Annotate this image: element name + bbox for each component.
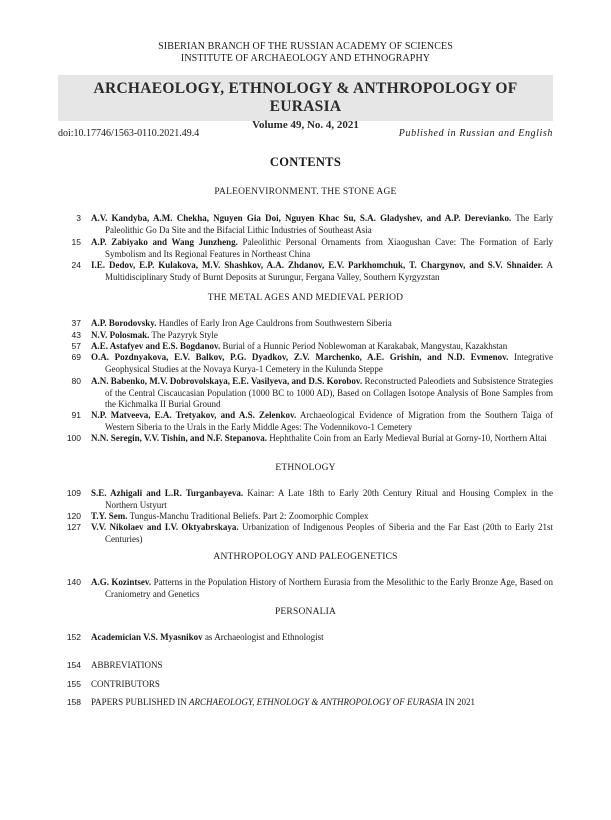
entry-title: Kainar: A Late 18th to Early 20th Century Ritual and Housing Complex in the Northern Ustyurt (105, 488, 553, 510)
toc-entry[interactable] (58, 577, 553, 600)
toc-entry[interactable] (58, 352, 553, 375)
entry-authors: A.G. Kozintsev. (91, 577, 152, 587)
toc-entry[interactable] (58, 213, 553, 236)
entry-title: Reconstructed Paleodiets and Subsistence Strategies of the Central Ciscaucasian Population (1000 BC to 1000 AD), Based on Collagen Isotope Analysis of Bone Samples from the Kichmalka II Burial Ground (105, 376, 553, 409)
toc-entry[interactable] (58, 433, 553, 445)
section-heading: ETHNOLOGY (275, 463, 336, 473)
journal-name-italic: ARCHAEOLOGY, ETHNOLOGY & ANTHROPOLOGY OF EURASIA (188, 697, 443, 707)
entry-authors: A.V. Kandyba, A.M. Chekha, Nguyen Gia Doi, Nguyen Khac Su, S.A. Gladyshev, and A.P. Derevianko. (91, 213, 512, 223)
toc-entry[interactable] (58, 237, 553, 260)
page-number: 127 (66, 522, 81, 532)
entry-authors: T.Y. Sem. (91, 511, 128, 521)
toc-entry[interactable] (58, 522, 553, 545)
toc-entry[interactable] (58, 260, 553, 283)
entry-title: The Early Paleolithic Go Da Site and the Bifacial Lithic Industries of Southeast Asia (105, 213, 553, 235)
entry-authors: Academician V.S. Myasnikov (91, 632, 203, 642)
entry-title: Paleolithic Personal Ornaments from Xiaogushan Cave: The Formation of Early Symbolism and Its Regional Features in Northeast China (105, 237, 553, 259)
page-number: 100 (66, 433, 81, 443)
page-number: 152 (66, 632, 81, 642)
page-number: 140 (66, 577, 81, 587)
toc-entry[interactable] (58, 632, 553, 644)
page-number: 109 (66, 488, 81, 498)
entry-authors: N.N. Seregin, V.V. Tishin, and N.F. Stepanova. (91, 433, 267, 443)
page-number: 69 (71, 352, 81, 362)
toc-entry[interactable] (58, 376, 553, 411)
entry-title: Handles of Early Iron Age Cauldrons from Southwestern Siberia (156, 318, 392, 328)
toc-entry[interactable] (58, 410, 553, 433)
journal-volume: Volume 49, No. 4, 2021 (252, 119, 359, 131)
toc-entry[interactable] (58, 660, 553, 672)
institute-name: INSTITUTE OF ARCHAEOLOGY AND ETHNOGRAPHY (180, 53, 431, 64)
entry-title: Urbanization of Indigenous Peoples of Siberia and the Far East (20th to Early 21st Centuries) (105, 522, 553, 544)
entry-title: Hephthalite Coin from an Early Medieval Burial at Gorny-10, Northern Altai (266, 433, 547, 443)
entry-title: Patterns in the Population History of Northern Eurasia from the Mesolithic to the Early Bronze Age, Based on Craniometry and Genetics (105, 577, 554, 599)
entry-authors: I.E. Dedov, E.P. Kulakova, M.V. Shashkov, A.A. Zhdanov, E.V. Parkhomchuk, T. Chargynov, and S.V. Shnaider. (91, 260, 544, 270)
entry-title: ABBREVIATIONS (91, 660, 163, 670)
page-number: 24 (71, 260, 81, 270)
page-number: 155 (66, 679, 81, 689)
page-number: 154 (66, 660, 81, 670)
section-heading: PALEOENVIRONMENT. THE STONE AGE (214, 187, 397, 197)
entry-title: Tungus-Manchu Traditional Beliefs. Part 2: Zoomorphic Complex (127, 511, 369, 521)
page-number: 120 (66, 511, 81, 521)
entry-authors: S.E. Azhigali and L.R. Turganbayeva. (91, 488, 244, 498)
entry-title: A Multidisciplinary Study of Burnt Deposits at Surungur, Fergana Valley, Southern Kyrgyzstan (105, 260, 553, 282)
journal-title-band (58, 75, 553, 131)
section-heading: ANTHROPOLOGY AND PALEOGENETICS (213, 552, 398, 562)
toc-entry[interactable] (58, 697, 553, 709)
entry-title-prefix: PAPERS PUBLISHED IN (91, 697, 189, 707)
entry-title: Burial of a Hunnic Period Noblewoman at Karakabak, Mangystau, Kazakhstan (220, 341, 508, 351)
page-number: 3 (76, 213, 81, 223)
toc-entry[interactable] (58, 511, 553, 523)
entry-authors: N.V. Polosmak. (91, 330, 150, 340)
entry-title: Archaeological Evidence of Migration from the Southern Taiga of Western Siberia to the Urals in the Early Middle Ages: The Vodennikovo-1 Cemetery (105, 410, 554, 432)
entry-authors: A.N. Babenko, M.V. Dobrovolskaya, E.E. Vasilyeva, and D.S. Korobov. (91, 376, 363, 386)
journal-title: ARCHAEOLOGY, ETHNOLOGY & ANTHROPOLOGY OF EURASIA (93, 80, 518, 115)
toc-entry[interactable] (58, 488, 553, 511)
toc-entry[interactable] (58, 341, 553, 353)
page-number: 57 (71, 341, 81, 351)
entry-title: CONTRIBUTORS (91, 679, 160, 689)
entry-authors: N.P. Matveeva, E.A. Tretyakov, and A.S. Zelenkov. (91, 410, 297, 420)
entry-title-suffix: IN 2021 (442, 697, 475, 707)
entry-authors: A.P. Zabiyako and Wang Junzheng. (91, 237, 238, 247)
published-note: Published in Russian and English (398, 128, 553, 139)
entry-authors: A.P. Borodovsky. (91, 318, 157, 328)
page-number: 158 (66, 697, 81, 707)
section-heading: PERSONALIA (274, 607, 337, 617)
institution-name: SIBERIAN BRANCH OF THE RUSSIAN ACADEMY OF SCIENCES (158, 41, 453, 52)
entry-title: The Pazyryk Style (149, 330, 218, 340)
entry-authors: O.A. Pozdnyakova, E.V. Balkov, P.G. Dyadkov, Z.V. Marchenko, A.E. Grishin, and N.D. Evmenov. (91, 352, 509, 362)
toc-entry[interactable] (58, 318, 553, 330)
page-number: 37 (71, 318, 81, 328)
section-heading: THE METAL AGES AND MEDIEVAL PERIOD (207, 293, 404, 303)
page-number: 80 (71, 376, 81, 386)
toc-entry[interactable] (58, 679, 553, 691)
entry-authors: A.E. Astafyev and E.S. Bogdanov. (91, 341, 221, 351)
entry-title: as Archaeologist and Ethnologist (202, 632, 324, 642)
entry-authors: V.V. Nikolaev and I.V. Oktyabrskaya. (91, 522, 239, 532)
page-number: 91 (71, 410, 81, 420)
entry-title: Integrative Geophysical Studies at the Novaya Kurya-1 Cemetery in the Kulunda Steppe (105, 352, 553, 374)
toc-entry[interactable] (58, 330, 553, 342)
page-number: 15 (71, 237, 81, 247)
contents-heading: CONTENTS (269, 155, 342, 169)
doi[interactable]: doi:10.17746/1563-0110.2021.49.4 (58, 128, 200, 139)
page-number: 43 (71, 330, 81, 340)
